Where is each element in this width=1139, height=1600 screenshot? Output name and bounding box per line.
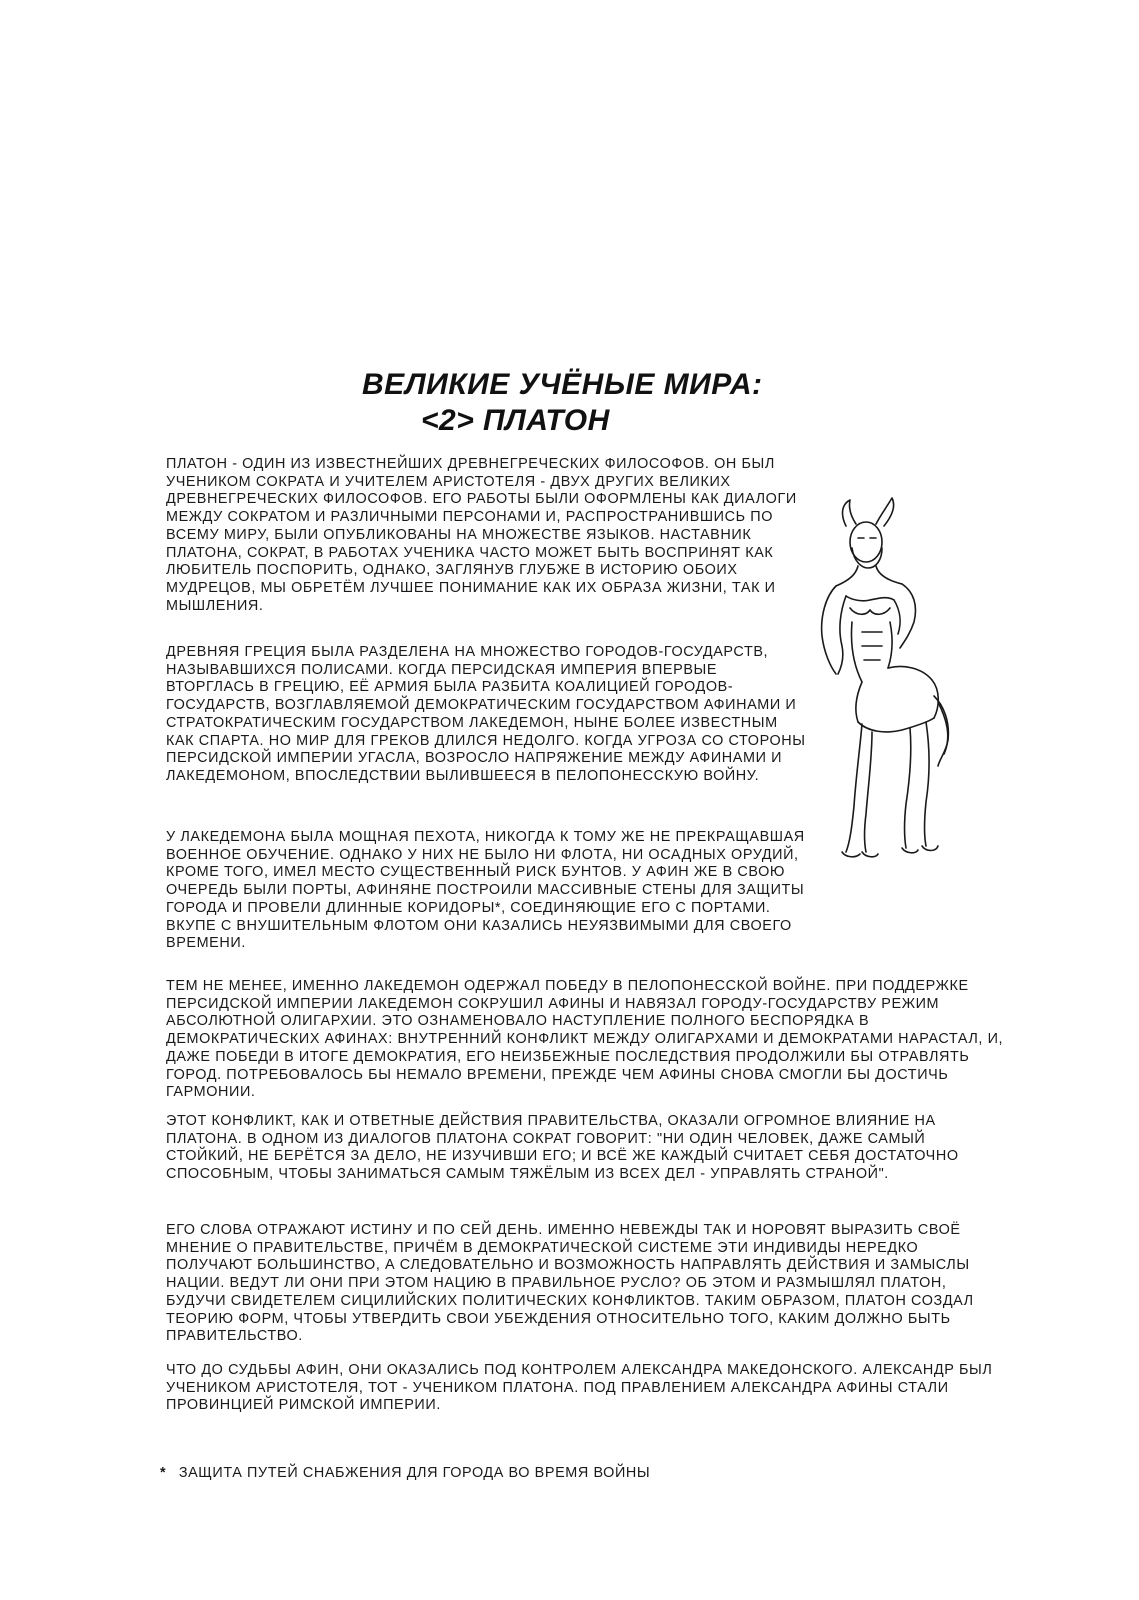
paragraph-lacedaemon-athens: У ЛАКЕДЕМОНА БЫЛА МОЩНАЯ ПЕХОТА, НИКОГДА К ТОМУ ЖЕ НЕ ПРЕКРАЩАВШАЯ ВОЕННОЕ ОБУЧЕНИЕ. ОДНАКО У НИХ НЕ БЫЛО НИ ФЛОТА, НИ ОСАДНЫХ ОРУДИЙ, КРОМЕ ТОГО, ИМЕЛ МЕСТО СУЩЕСТВЕННЫЙ РИСК БУНТОВ. У АФИН ЖЕ В СВОЮ ОЧЕРЕДЬ БЫЛИ ПОРТЫ, АФИНЯНЕ ПОСТРОИЛИ МАССИВНЫЕ СТЕНЫ ДЛЯ ЗАЩИТЫ ГОРОДА И ПРОВЕЛИ ДЛИННЫЕ КОРИДОРЫ*, СОЕДИНЯЮЩИЕ ЕГО С ПОРТАМИ. ВКУПЕ С ВНУШИТЕЛЬНЫМ ФЛОТОМ ОНИ КАЗАЛИСЬ НЕУЯЗВИМЫМИ ДЛЯ СВОЕГО ВРЕМЕНИ. <box>166 829 805 952</box>
footnote <box>160 1465 860 1481</box>
paragraph-war-outcome: ТЕМ НЕ МЕНЕЕ, ИМЕННО ЛАКЕДЕМОН ОДЕРЖАЛ ПОБЕДУ В ПЕЛОПОНЕССКОЙ ВОЙНЕ. ПРИ ПОДДЕРЖКЕ ПЕРСИДСКОЙ ИМПЕРИИ ЛАКЕДЕМОН СОКРУШИЛ АФИНЫ И НАВЯЗАЛ ГОРОДУ-ГОСУДАРСТВУ РЕЖИМ АБСОЛЮТНОЙ ОЛИГАРХИИ. ЭТО ОЗНАМЕНОВАЛО НАСТУПЛЕНИЕ ПОЛНОГО БЕСПОРЯДКА В ДЕМОКРАТИЧЕСКИХ АФИНАХ: ВНУТРЕННИЙ КОНФЛИКТ МЕЖДУ ОЛИГАРХАМИ И ДЕМОКРАТАМИ НАРАСТАЛ, И, ДАЖЕ ПОБЕДИ В ИТОГЕ ДЕМОКРАТИЯ, ЕГО НЕИЗБЕЖНЫЕ ПОСЛЕДСТВИЯ ПРОДОЛЖИЛИ БЫ ОТРАВЛЯТЬ ГОРОД. ПОТРЕБОВАЛОСЬ БЫ НЕМАЛО ВРЕМЕНИ, ПРЕЖДЕ ЧЕМ АФИНЫ СНОВА СМОГЛИ БЫ ДОСТИЧЬ ГАРМОНИИ. <box>166 978 1004 1101</box>
paragraph-athens-fate: ЧТО ДО СУДЬБЫ АФИН, ОНИ ОКАЗАЛИСЬ ПОД КОНТРОЛЕМ АЛЕКСАНДРА МАКЕДОНСКОГО. АЛЕКСАНДР БЫЛ УЧЕНИКОМ АРИСТОТЕЛЯ, ТОТ - УЧЕНИКОМ ПЛАТОНА. ПОД ПРАВЛЕНИЕМ АЛЕКСАНДРА АФИНЫ СТАЛИ ПРОВИНЦИЕЙ РИМСКОЙ ИМПЕРИИ. <box>166 1362 993 1414</box>
paragraph-ancient-greece: ДРЕВНЯЯ ГРЕЦИЯ БЫЛА РАЗДЕЛЕНА НА МНОЖЕСТВО ГОРОДОВ-ГОСУДАРСТВ, НАЗЫВАВШИХСЯ ПОЛИСАМИ. КОГДА ПЕРСИДСКАЯ ИМПЕРИЯ ВПЕРВЫЕ ВТОРГЛАСЬ В ГРЕЦИЮ, ЕЁ АРМИЯ БЫЛА РАЗБИТА КОАЛИЦИЕЙ ГОРОДОВ-ГОСУДАРСТВ, ВОЗГЛАВЛЯЕМОЙ ДЕМОКРАТИЧЕСКИМ ГОСУДАРСТВОМ АФИНАМИ И СТРАТОКРАТИЧЕСКИМ ГОСУДАРСТВОМ ЛАКЕДЕМОН, НЫНЕ БОЛЕЕ ИЗВЕСТНЫМ КАК СПАРТА. НО МИР ДЛЯ ГРЕКОВ ДЛИЛСЯ НЕДОЛГО. КОГДА УГРОЗА СО СТОРОНЫ ПЕРСИДСКОЙ ИМПЕРИИ УГАСЛА, ВОЗРОСЛО НАПРЯЖЕНИЕ МЕЖДУ АФИНАМИ И ЛАКЕДЕМОНОМ, ВПОСЛЕДСТВИИ ВЫЛИВШЕЕСЯ В ПЕЛОПОНЕССКУЮ ВОЙНУ. <box>166 644 806 784</box>
paragraph-intro: ПЛАТОН - ОДИН ИЗ ИЗВЕСТНЕЙШИХ ДРЕВНЕГРЕЧЕСКИХ ФИЛОСОФОВ. ОН БЫЛ УЧЕНИКОМ СОКРАТА И УЧИТЕЛЕМ АРИСТОТЕЛЯ - ДВУХ ДРУГИХ ВЕЛИКИХ ДРЕВНЕГРЕЧЕСКИХ ФИЛОСОФОВ. ЕГО РАБОТЫ БЫЛИ ОФОРМЛЕНЫ КАК ДИАЛОГИ МЕЖДУ СОКРАТОМ И РАЗЛИЧНЫМИ ПЕРСОНАМИ И, РАСПРОСТРАНИВШИСЬ ПО ВСЕМУ МИРУ, БЫЛИ ОПУБЛИКОВАНЫ НА МНОЖЕСТВЕ ЯЗЫКОВ. НАСТАВНИК ПЛАТОНА, СОКРАТ, В РАБОТАХ УЧЕНИКА ЧАСТО МОЖЕТ БЫТЬ ВОСПРИНЯТ КАК ЛЮБИТЕЛЬ ПОСПОРИТЬ, ОДНАКО, ЗАГЛЯНУВ ГЛУБЖЕ В ИСТОРИЮ ОБОИХ МУДРЕЦОВ, МЫ ОБРЕТЁМ ЛУЧШЕЕ ПОНИМАНИЕ КАК ИХ ОБРАЗА ЖИЗНИ, ТАК И МЫШЛЕНИЯ. <box>166 456 797 614</box>
footnote-mark: * <box>160 1465 167 1481</box>
centaur-illustration-icon <box>806 496 956 866</box>
paragraph-conflict-influence: ЭТОТ КОНФЛИКТ, КАК И ОТВЕТНЫЕ ДЕЙСТВИЯ ПРАВИТЕЛЬСТВА, ОКАЗАЛИ ОГРОМНОЕ ВЛИЯНИЕ НА ПЛАТОНА. В ОДНОМ ИЗ ДИАЛОГОВ ПЛАТОНА СОКРАТ ГОВОРИТ: "НИ ОДИН ЧЕЛОВЕК, ДАЖЕ САМЫЙ СТОЙКИЙ, НЕ БЕРЁТСЯ ЗА ДЕЛО, НЕ ИЗУЧИВШИ ЕГО; И ВСЁ ЖЕ КАЖДЫЙ СЧИТАЕТ СЕБЯ ДОСТАТОЧНО СПОСОБНЫМ, ЧТОБЫ ЗАНИМАТЬСЯ САМЫМ ТЯЖЁЛЫМ ИЗ ВСЕХ ДЕЛ - УПРАВЛЯТЬ СТРАНОЙ". <box>166 1113 959 1183</box>
page-title-line-1: ВЕЛИКИЕ УЧЁНЫЕ МИРА: <box>362 368 763 401</box>
footnote-text: ЗАЩИТА ПУТЕЙ СНАБЖЕНИЯ ДЛЯ ГОРОДА ВО ВРЕМЯ ВОЙНЫ <box>178 1465 651 1481</box>
page-title-line-2: <2> ПЛАТОН <box>421 404 610 437</box>
paragraph-truth-today: ЕГО СЛОВА ОТРАЖАЮТ ИСТИНУ И ПО СЕЙ ДЕНЬ. ИМЕННО НЕВЕЖДЫ ТАК И НОРОВЯТ ВЫРАЗИТЬ СВОЁ МНЕНИЕ О ПРАВИТЕЛЬСТВЕ, ПРИЧЁМ В ДЕМОКРАТИЧЕСКОЙ СИСТЕМЕ ЭТИ ИНДИВИДЫ НЕРЕДКО ПОЛУЧАЮТ БОЛЬШИНСТВО, А СЛЕДОВАТЕЛЬНО И ВОЗМОЖНОСТЬ НАПРАВЛЯТЬ ДЕЙСТВИЯ И ЗАМЫСЛЫ НАЦИИ. ВЕДУТ ЛИ ОНИ ПРИ ЭТОМ НАЦИЮ В ПРАВИЛЬНОЕ РУСЛО? ОБ ЭТОМ И РАЗМЫШЛЯЛ ПЛАТОН, БУДУЧИ СВИДЕТЕЛЕМ СИЦИЛИЙСКИХ ПОЛИТИЧЕСКИХ КОНФЛИКТОВ. ТАКИМ ОБРАЗОМ, ПЛАТОН СОЗДАЛ ТЕОРИЮ ФОРМ, ЧТОБЫ УТВЕРДИТЬ СВОИ УБЕЖДЕНИЯ ОТНОСИТЕЛЬНО ТОГО, КАКИМ ДОЛЖНО БЫТЬ ПРАВИТЕЛЬСТВО. <box>166 1222 974 1345</box>
